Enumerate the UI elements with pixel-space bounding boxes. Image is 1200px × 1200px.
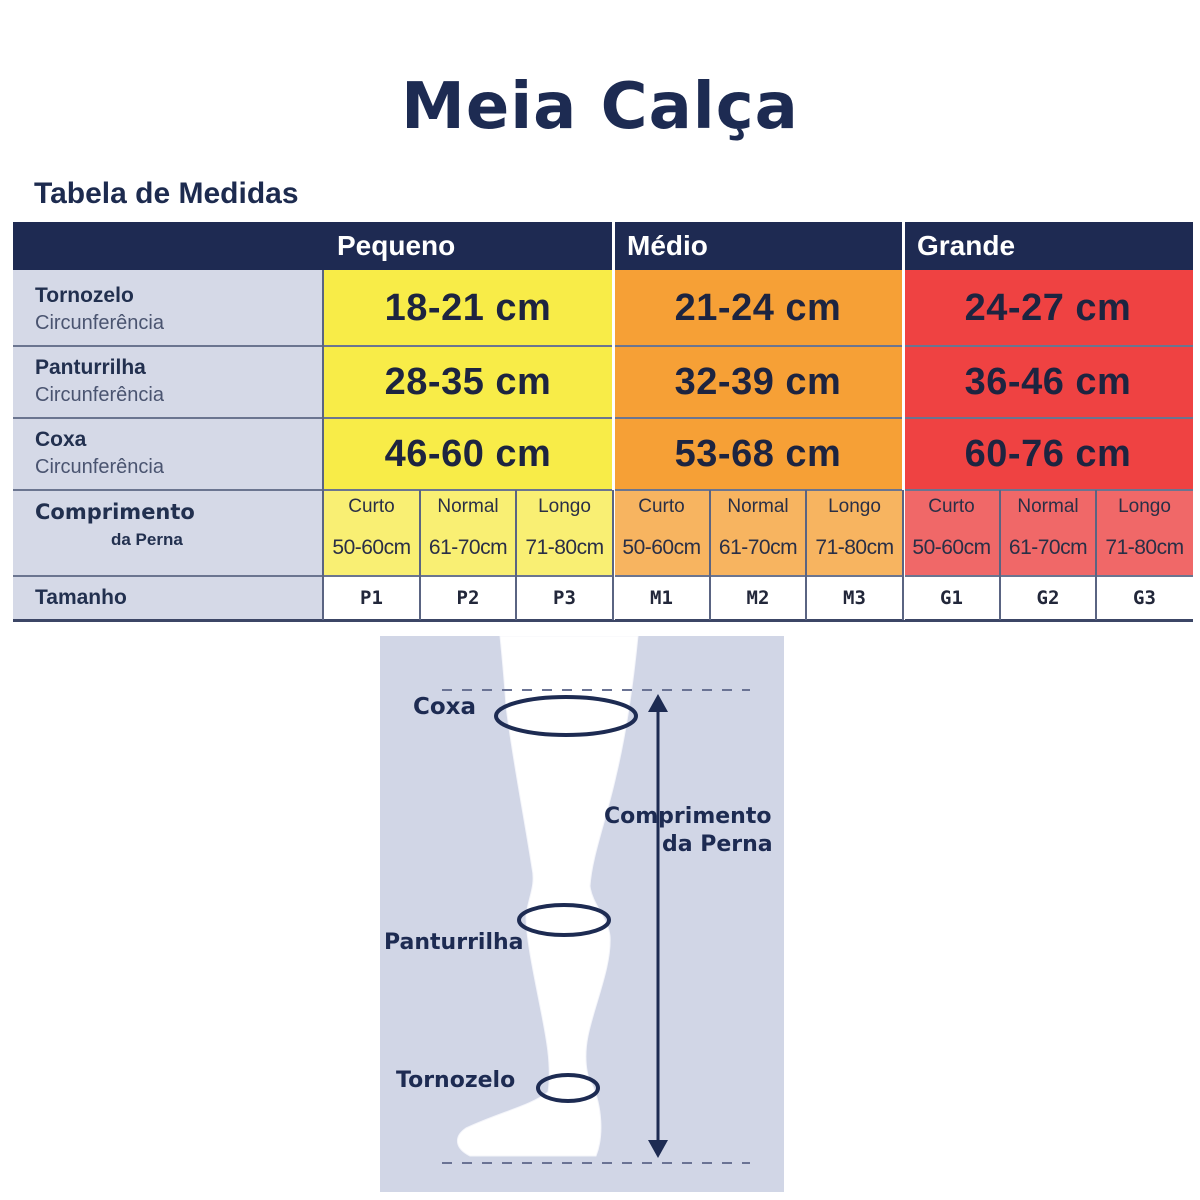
column-divider xyxy=(515,490,517,620)
row-label-comprimento xyxy=(13,490,323,576)
length-range: 50-60cm xyxy=(912,536,991,559)
row-title: Comprimento xyxy=(35,500,195,524)
column-divider xyxy=(709,490,711,620)
length-name: Longo xyxy=(538,496,591,517)
row-divider xyxy=(13,619,1193,622)
size-cell: M3 xyxy=(806,576,903,620)
group-header-pequeno: Pequeno xyxy=(323,222,613,270)
value-cell: 28-35 cm xyxy=(323,346,613,418)
value-cell: 36-46 cm xyxy=(903,346,1193,418)
size-cell: P1 xyxy=(323,576,420,620)
length-name: Normal xyxy=(1017,496,1079,517)
column-divider xyxy=(902,490,904,620)
value-cell: 18-21 cm xyxy=(323,270,613,346)
length-range: 61-70cm xyxy=(428,536,508,559)
label-coxa: Coxa xyxy=(413,694,477,720)
row-subtitle: Circunferência xyxy=(35,384,164,406)
column-divider xyxy=(999,490,1001,620)
group-header-grande: Grande xyxy=(903,222,1193,270)
column-divider xyxy=(322,270,324,620)
length-cell xyxy=(516,490,613,576)
page-title: Meia Calça xyxy=(401,70,799,144)
length-range: 71-80cm xyxy=(525,536,604,559)
size-cell: G1 xyxy=(903,576,1000,620)
row-subtitle: Circunferência xyxy=(35,456,164,478)
row-title: Tamanho xyxy=(35,586,127,609)
row-label-tamanho xyxy=(13,576,323,620)
row-divider xyxy=(13,417,1193,419)
length-name: Longo xyxy=(828,496,881,517)
column-divider xyxy=(1095,490,1097,620)
size-table xyxy=(13,222,1193,622)
value-cell: 60-76 cm xyxy=(903,418,1193,490)
label-tornozelo: Tornozelo xyxy=(396,1068,516,1093)
length-range: 50-60cm xyxy=(332,536,411,559)
length-name: Normal xyxy=(437,496,499,517)
value-cell: 24-27 cm xyxy=(903,270,1193,346)
length-range: 71-80cm xyxy=(1105,536,1184,559)
value-cell: 53-68 cm xyxy=(613,418,903,490)
row-title: Coxa xyxy=(35,428,87,451)
row-title: Panturrilha xyxy=(35,356,146,379)
row-subtitle: Circunferência xyxy=(35,312,164,334)
size-cell: M2 xyxy=(710,576,806,620)
length-range: 71-80cm xyxy=(815,536,894,559)
row-divider xyxy=(13,489,1193,491)
size-cell: P3 xyxy=(516,576,613,620)
length-name: Longo xyxy=(1118,496,1171,517)
header-corner xyxy=(13,222,323,270)
value-cell: 46-60 cm xyxy=(323,418,613,490)
length-name: Curto xyxy=(348,496,395,517)
size-cell: M1 xyxy=(613,576,710,620)
length-range: 61-70cm xyxy=(718,536,798,559)
column-divider xyxy=(612,490,614,620)
length-cell xyxy=(613,490,710,576)
row-label-coxa xyxy=(13,418,323,490)
size-cell: G2 xyxy=(1000,576,1096,620)
arrow-down-icon xyxy=(648,1140,668,1158)
length-name: Curto xyxy=(928,496,975,517)
length-cell xyxy=(323,490,420,576)
arrow-up-icon xyxy=(648,694,668,712)
length-cell xyxy=(1000,490,1096,576)
length-name: Curto xyxy=(638,496,685,517)
length-cell xyxy=(903,490,1000,576)
length-cell xyxy=(806,490,903,576)
column-divider xyxy=(419,490,421,620)
length-name: Normal xyxy=(727,496,789,517)
length-cell xyxy=(1096,490,1193,576)
label-comprimento: Comprimento xyxy=(604,804,772,829)
column-divider xyxy=(805,490,807,620)
size-cell: P2 xyxy=(420,576,516,620)
row-title-line2: da Perna xyxy=(111,530,183,549)
length-range: 61-70cm xyxy=(1008,536,1088,559)
size-cell: G3 xyxy=(1096,576,1193,620)
length-cell xyxy=(710,490,806,576)
row-divider xyxy=(13,345,1193,347)
leg-measurement-diagram xyxy=(380,636,784,1192)
table-subtitle: Tabela de Medidas xyxy=(34,177,299,210)
label-da-perna: da Perna xyxy=(662,832,773,857)
value-cell: 21-24 cm xyxy=(613,270,903,346)
row-title: Tornozelo xyxy=(35,284,134,307)
row-label-panturrilha xyxy=(13,346,323,418)
row-label-tornozelo xyxy=(13,270,323,346)
length-range: 50-60cm xyxy=(622,536,701,559)
label-panturrilha: Panturrilha xyxy=(384,930,524,955)
value-cell: 32-39 cm xyxy=(613,346,903,418)
row-divider xyxy=(13,575,1193,577)
group-header-medio: Médio xyxy=(613,222,903,270)
length-cell xyxy=(420,490,516,576)
